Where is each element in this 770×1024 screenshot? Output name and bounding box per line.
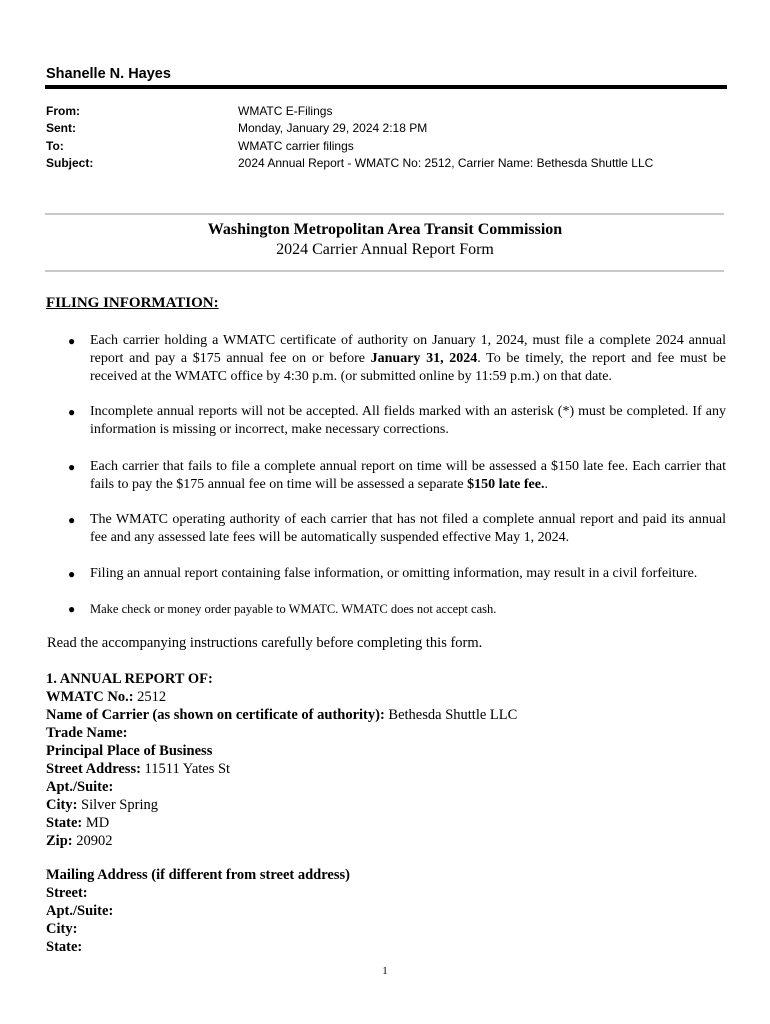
- bullet-dot: ●: [68, 567, 76, 581]
- city-field: City: Silver Spring: [46, 797, 158, 813]
- mailing-apt-field: Apt./Suite:: [46, 903, 114, 919]
- annual-report-section: [46, 670, 517, 850]
- bullet-dot: ●: [68, 405, 76, 419]
- bullet-payment: ● Make check or money order payable to WMATC. WMATC does not accept cash.: [90, 600, 726, 618]
- page-number: 1: [382, 965, 388, 977]
- bullet-dot: ●: [68, 602, 76, 616]
- wmatc-number-field: WMATC No.: 2512: [46, 689, 167, 705]
- read-instructions-note: Read the accompanying instructions carefully before completing this form.: [47, 635, 483, 651]
- from-value: WMATC E-Filings: [238, 104, 333, 118]
- to-value: WMATC carrier filings: [238, 138, 354, 153]
- state-field: State: MD: [46, 815, 110, 831]
- section1-heading: 1. ANNUAL REPORT OF:: [46, 671, 213, 687]
- carrier-name-field: Name of Carrier (as shown on certificate of authority): Bethesda Shuttle LLC: [46, 707, 518, 723]
- mailing-address-section: [46, 866, 350, 956]
- bullet-late-fee: ● Each carrier that fails to file a complete annual report on time will be assessed a $150 late fee. Each carrier that fails to pay the $175 annual fee on time will be assessed a separate $150 late fee..: [68, 459, 726, 493]
- trade-name-field: Trade Name:: [46, 725, 128, 741]
- from-label: From:: [46, 104, 80, 118]
- principal-place-heading: Principal Place of Business: [46, 743, 213, 759]
- sent-label: Sent:: [46, 121, 76, 136]
- bullet-dot: ●: [68, 513, 76, 527]
- org-title: Washington Metropolitan Area Transit Commission: [207, 221, 563, 238]
- mailing-city-field: City:: [46, 921, 78, 937]
- filing-info-heading: FILING INFORMATION:: [46, 295, 219, 311]
- zip-field: Zip: 20902: [46, 833, 113, 849]
- subject-label: Subject:: [46, 155, 94, 170]
- bullet-incomplete: ● Incomplete annual reports will not be accepted. All fields marked with an asterisk (*) must be completed. If any information is missing or incorrect, make necessary corrections.: [68, 404, 726, 438]
- apt-suite-field: Apt./Suite:: [46, 779, 114, 795]
- bullet-dot: ●: [68, 460, 76, 474]
- header-divider: [45, 85, 727, 89]
- title-rule-top: [45, 213, 724, 215]
- bullet-suspension: ● The WMATC operating authority of each carrier that has not filed a complete annual report and paid its annual fee and any assessed late fees will be automatically suspended effective May 1, 2024.: [68, 512, 726, 546]
- mailing-state-field: State:: [46, 939, 83, 955]
- form-title: 2024 Carrier Annual Report Form: [276, 241, 494, 258]
- title-rule-bottom: [45, 270, 724, 272]
- street-address-field: Street Address: 11511 Yates St: [46, 761, 231, 777]
- sent-value: Monday, January 29, 2024 2:18 PM: [238, 121, 428, 136]
- subject-value: 2024 Annual Report - WMATC No: 2512, Carrier Name: Bethesda Shuttle LLC: [238, 155, 654, 170]
- bullet-annual-fee: ● Each carrier holding a WMATC certificate of authority on January 1, 2024, must file a complete 2024 annual report and pay a $175 annual fee on or before January 31, 2024. To be timely, the report and fee must be received at the WMATC office by 4:30 p.m. (or submitted online by 11:59 p.m.) on that date.: [68, 333, 726, 385]
- bullet-false-info: ● Filing an annual report containing false information, or omitting information, may result in a civil forfeiture.: [90, 565, 726, 583]
- mailing-street-field: Street:: [46, 885, 88, 901]
- bullet-dot: ●: [68, 334, 76, 348]
- mailing-heading: Mailing Address (if different from street address): [46, 867, 350, 883]
- sender-name: Shanelle N. Hayes: [46, 66, 171, 82]
- to-label: To:: [46, 138, 64, 153]
- form-titles: [0, 220, 770, 260]
